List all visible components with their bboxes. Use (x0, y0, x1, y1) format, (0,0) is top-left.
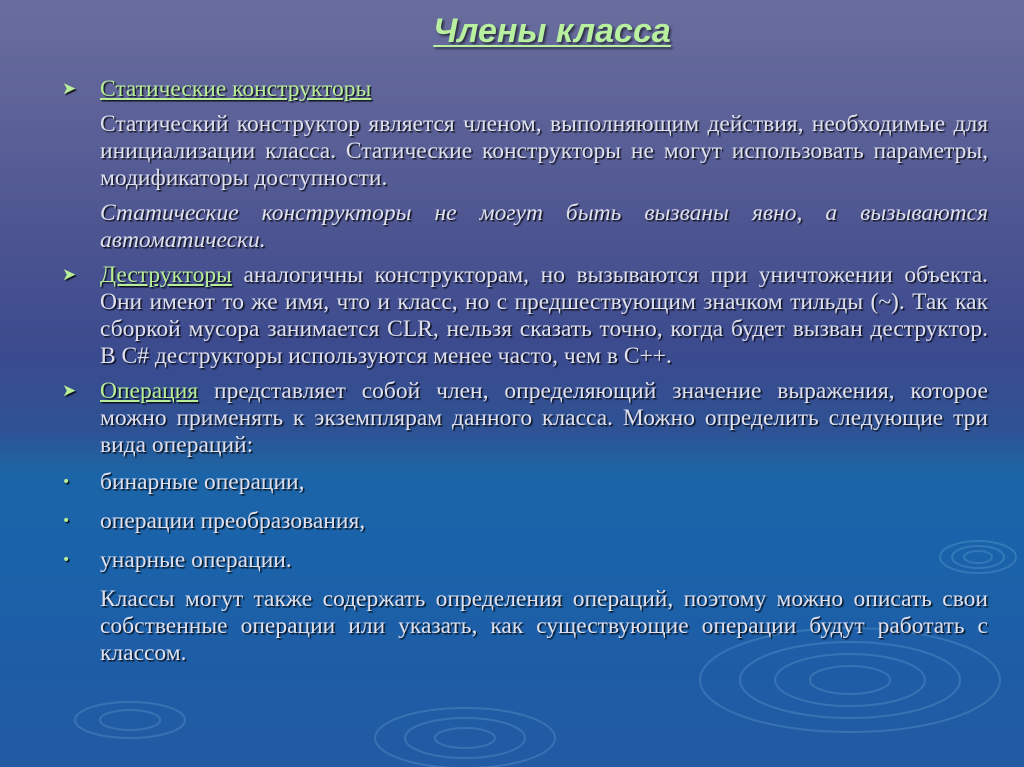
list-item-operation-kind: • бинарные операции, (62, 469, 305, 495)
static-ctor-note: Статические конструкторы не могут быть вызваны явно, а вызываются автоматически. (100, 200, 988, 253)
arrow-bullet-icon: ➤ (62, 381, 77, 401)
dot-bullet-icon: • (62, 474, 71, 490)
bullet-destructors (58, 262, 988, 370)
slide-title: Члены класса (433, 12, 671, 50)
arrow-bullet-icon: ➤ (62, 79, 77, 99)
term-operation: Операция (100, 378, 199, 404)
destructors-description: аналогичны конструкторам, но вызываются при уничтожении объекта. Они имеют то же имя, что и класс, но с предшествующим значком тильды (~). Так как сборкой мусора занимается CLR, нельзя сказать точно, когда будет вызван деструктор. В C# деструкторы используются менее часто, чем в C++. (100, 262, 988, 369)
dot-bullet-icon: • (62, 513, 71, 529)
dot-bullet-icon: • (62, 552, 71, 568)
arrow-bullet-icon: ➤ (62, 265, 77, 285)
bullet-static-constructors (58, 76, 988, 103)
term-destructors: Деструкторы (100, 262, 232, 288)
static-ctor-description: Статический конструктор является членом, выполняющим действия, необходимые для инициализации класса. Статические конструкторы не могут использовать параметры, модификаторы доступности. (100, 111, 988, 191)
operation-description: представляет собой член, определяющий значение выражения, которое можно применять к экземплярам данного класса. Можно определить следующие три вида операций: (100, 378, 988, 458)
slide-body (58, 76, 988, 667)
list-item-operation-kind: • унарные операции. (62, 547, 292, 573)
closing-paragraph: Классы могут также содержать определения операций, поэтому можно описать свои собственные операции или указать, как существующие операции будут работать с классом. (100, 586, 988, 666)
bullet-operation (58, 378, 988, 459)
list-item-operation-kind: • операции преобразования, (62, 508, 366, 534)
term-static-constructors: Статические конструкторы (100, 76, 372, 102)
